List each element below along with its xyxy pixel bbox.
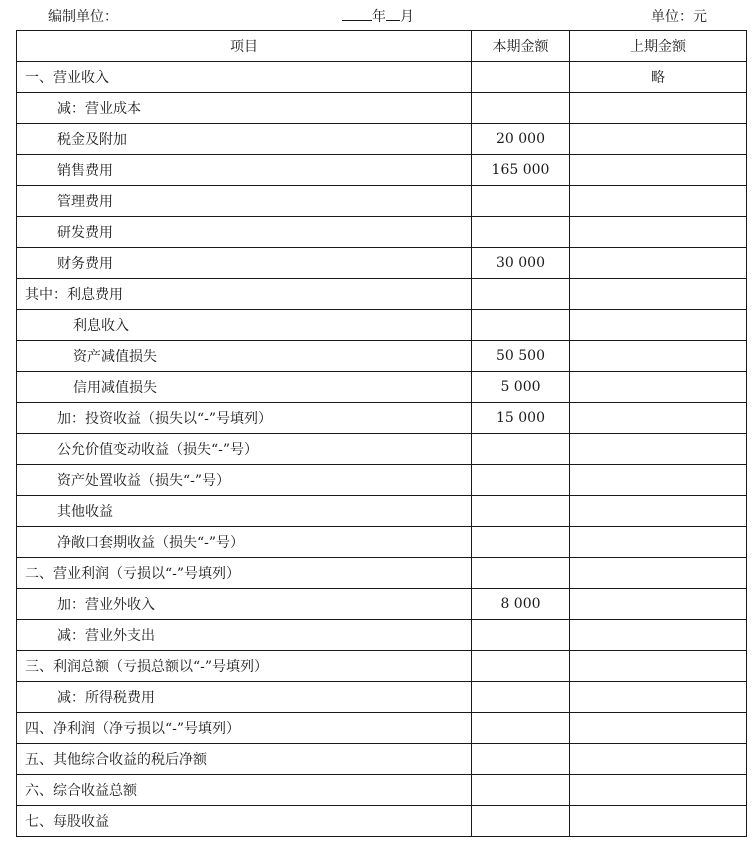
row-previous-amount	[570, 775, 747, 806]
row-item: 四、净利润（净亏损以“-”号填列）	[17, 713, 472, 744]
table-row	[17, 713, 747, 744]
row-item: 减：所得税费用	[17, 682, 472, 713]
row-previous-amount	[570, 434, 747, 465]
row-previous-amount	[570, 651, 747, 682]
row-previous-amount	[570, 558, 747, 589]
row-previous-amount	[570, 155, 747, 186]
table-row	[17, 279, 747, 310]
table-row	[17, 372, 747, 403]
table-row	[17, 155, 747, 186]
row-current-amount	[472, 186, 570, 217]
table-row	[17, 651, 747, 682]
row-previous-amount	[570, 620, 747, 651]
preparer-unit-label: 编制单位：	[48, 9, 118, 25]
row-previous-amount	[570, 279, 747, 310]
table-row	[17, 620, 747, 651]
row-previous-amount: 略	[570, 62, 747, 93]
row-previous-amount	[570, 124, 747, 155]
row-current-amount	[472, 217, 570, 248]
row-current-amount	[472, 651, 570, 682]
income-statement-table	[16, 30, 747, 837]
table-row	[17, 527, 747, 558]
row-previous-amount	[570, 403, 747, 434]
currency-unit-label: 单位：元	[651, 9, 707, 25]
row-item: 五、其他综合收益的税后净额	[17, 744, 472, 775]
table-row	[17, 682, 747, 713]
row-current-amount	[472, 775, 570, 806]
row-previous-amount	[570, 186, 747, 217]
table-row	[17, 186, 747, 217]
row-current-amount	[472, 713, 570, 744]
row-current-amount	[472, 93, 570, 124]
row-item: 资产减值损失	[17, 341, 472, 372]
row-item: 二、营业利润（亏损以“-”号填列）	[17, 558, 472, 589]
table-row	[17, 62, 747, 93]
row-item: 公允价值变动收益（损失“-”号）	[17, 434, 472, 465]
table-row	[17, 465, 747, 496]
table-header-row	[17, 31, 747, 62]
row-item: 资产处置收益（损失“-”号）	[17, 465, 472, 496]
row-previous-amount	[570, 682, 747, 713]
row-current-amount	[472, 279, 570, 310]
row-current-amount	[472, 527, 570, 558]
row-previous-amount	[570, 310, 747, 341]
row-item: 七、每股收益	[17, 806, 472, 837]
report-period	[342, 6, 414, 26]
row-current-amount: 20 000	[472, 124, 570, 155]
table-row	[17, 775, 747, 806]
row-item: 加：投资收益（损失以“-”号填列）	[17, 403, 472, 434]
year-blank	[342, 6, 372, 21]
month-blank	[386, 6, 400, 21]
table-row	[17, 434, 747, 465]
row-item: 加：营业外收入	[17, 589, 472, 620]
row-item: 三、利润总额（亏损总额以“-”号填列）	[17, 651, 472, 682]
row-previous-amount	[570, 341, 747, 372]
row-item: 减：营业外支出	[17, 620, 472, 651]
table-row	[17, 496, 747, 527]
column-header-item: 项目	[17, 31, 472, 62]
row-previous-amount	[570, 527, 747, 558]
row-current-amount	[472, 806, 570, 837]
row-current-amount	[472, 62, 570, 93]
row-previous-amount	[570, 217, 747, 248]
row-current-amount: 30 000	[472, 248, 570, 279]
row-item: 六、综合收益总额	[17, 775, 472, 806]
row-previous-amount	[570, 589, 747, 620]
row-previous-amount	[570, 372, 747, 403]
row-item: 信用减值损失	[17, 372, 472, 403]
row-item: 管理费用	[17, 186, 472, 217]
row-current-amount	[472, 434, 570, 465]
table-row	[17, 744, 747, 775]
table-row	[17, 124, 747, 155]
year-label: 年	[372, 9, 386, 25]
row-previous-amount	[570, 713, 747, 744]
row-item: 其中：利息费用	[17, 279, 472, 310]
row-current-amount	[472, 465, 570, 496]
table-row	[17, 341, 747, 372]
row-item: 财务费用	[17, 248, 472, 279]
row-current-amount	[472, 496, 570, 527]
table-row	[17, 403, 747, 434]
table-row	[17, 589, 747, 620]
row-current-amount: 15 000	[472, 403, 570, 434]
row-previous-amount	[570, 744, 747, 775]
row-current-amount: 165 000	[472, 155, 570, 186]
row-item: 研发费用	[17, 217, 472, 248]
row-item: 净敞口套期收益（损失“-”号）	[17, 527, 472, 558]
column-header-current: 本期金额	[472, 31, 570, 62]
table-row	[17, 217, 747, 248]
row-item: 利息收入	[17, 310, 472, 341]
row-current-amount	[472, 620, 570, 651]
row-item: 减：营业成本	[17, 93, 472, 124]
row-current-amount	[472, 558, 570, 589]
row-current-amount	[472, 744, 570, 775]
row-current-amount	[472, 310, 570, 341]
row-item: 销售费用	[17, 155, 472, 186]
table-row	[17, 558, 747, 589]
table-row	[17, 806, 747, 837]
table-row	[17, 93, 747, 124]
row-item: 其他收益	[17, 496, 472, 527]
row-current-amount: 5 000	[472, 372, 570, 403]
row-item: 税金及附加	[17, 124, 472, 155]
table-row	[17, 248, 747, 279]
row-current-amount: 50 500	[472, 341, 570, 372]
row-item: 一、营业收入	[17, 62, 472, 93]
row-previous-amount	[570, 93, 747, 124]
table-row	[17, 310, 747, 341]
month-label: 月	[400, 9, 414, 25]
row-previous-amount	[570, 496, 747, 527]
row-previous-amount	[570, 806, 747, 837]
row-previous-amount	[570, 465, 747, 496]
row-current-amount	[472, 682, 570, 713]
row-current-amount: 8 000	[472, 589, 570, 620]
report-header	[0, 0, 756, 30]
row-previous-amount	[570, 248, 747, 279]
column-header-previous: 上期金额	[570, 31, 747, 62]
